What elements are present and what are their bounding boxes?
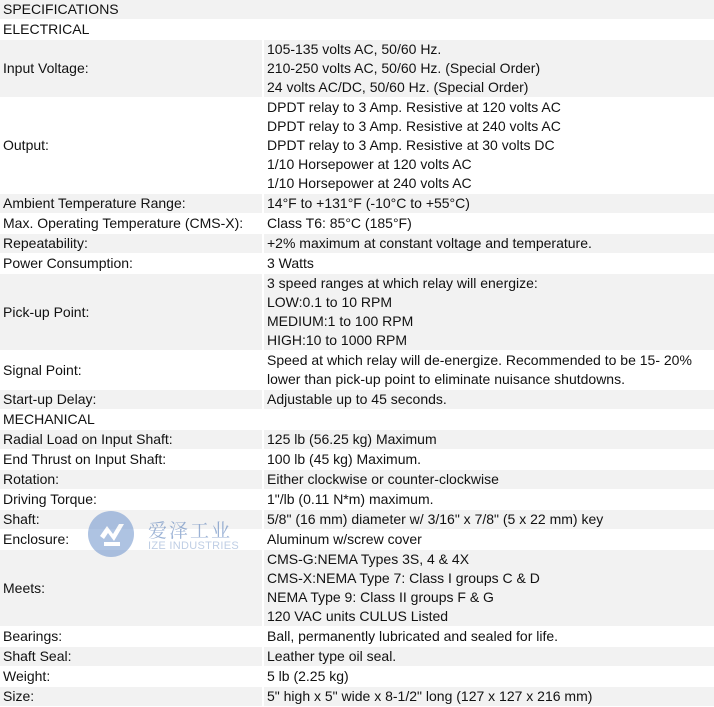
spec-label: Output:: [0, 98, 263, 194]
spec-value-line: DPDT relay to 3 Amp. Resistive at 240 volts AC: [267, 118, 561, 134]
spec-label: Radial Load on Input Shaft:: [0, 430, 263, 450]
spec-value: [263, 274, 714, 351]
table-title-row: [0, 0, 714, 20]
table-title: SPECIFICATIONS: [0, 0, 714, 20]
spec-value: [263, 410, 714, 430]
table-row: [0, 254, 714, 274]
table-row: [0, 40, 714, 98]
spec-value-line: 3 speed ranges at which relay will energize:: [267, 275, 538, 291]
spec-label: Max. Operating Temperature (CMS-X):: [0, 214, 263, 234]
spec-value-line: 3 Watts: [267, 255, 314, 271]
table-row: [0, 667, 714, 687]
spec-value-line: MEDIUM:1 to 100 RPM: [267, 313, 414, 329]
spec-value-line: 120 VAC units CULUS Listed: [267, 608, 449, 624]
spec-value-line: Class T6: 85°C (185°F): [267, 215, 412, 231]
spec-value-line: 24 volts AC/DC, 50/60 Hz. (Special Order): [267, 79, 529, 95]
spec-value-line: 5/8" (16 mm) diameter w/ 3/16" x 7/8" (5 x 22 mm) key: [267, 511, 604, 527]
spec-value-line: 14°F to +131°F (-10°C to +55°C): [267, 195, 470, 211]
spec-value-line: HIGH:10 to 1000 RPM: [267, 332, 408, 348]
spec-value-line: 105-135 volts AC, 50/60 Hz.: [267, 41, 442, 57]
spec-value-line: Adjustable up to 45 seconds.: [267, 391, 447, 407]
watermark-brand-en: IZE INDUSTRIES: [148, 540, 239, 552]
table-row: [0, 687, 714, 707]
spec-value: [263, 667, 714, 687]
spec-value-line: NEMA Type 9: Class II groups F & G: [267, 589, 494, 605]
spec-value: [263, 687, 714, 707]
spec-value: [263, 194, 714, 214]
spec-value-line: Speed at which relay will de-energize. Recommended to be 15- 20%: [267, 352, 692, 368]
spec-value: [263, 98, 714, 194]
section-title: MECHANICAL: [0, 410, 263, 430]
spec-value-line: lower than pick-up point to eliminate nuisance shutdowns.: [267, 371, 625, 387]
spec-value: [263, 450, 714, 470]
spec-value: [263, 214, 714, 234]
spec-label: Meets:: [0, 550, 263, 627]
spec-value-line: 1"/lb (0.11 N*m) maximum.: [267, 491, 434, 507]
spec-rows: [0, 20, 714, 707]
spec-value: [263, 510, 714, 530]
spec-value: [263, 647, 714, 667]
spec-value-line: Ball, permanently lubricated and sealed for life.: [267, 628, 559, 644]
section-header-row: [0, 410, 714, 430]
spec-label: Shaft:: [0, 510, 263, 530]
spec-value: [263, 40, 714, 98]
spec-value-line: 1/10 Horsepower at 120 volts AC: [267, 156, 472, 172]
spec-label: Size:: [0, 687, 263, 707]
table-row: [0, 274, 714, 351]
spec-label: Driving Torque:: [0, 490, 263, 510]
table-row: [0, 430, 714, 450]
spec-value-line: Aluminum w/screw cover: [267, 531, 422, 547]
spec-value-line: +2% maximum at constant voltage and temperature.: [267, 235, 592, 251]
spec-value: [263, 254, 714, 274]
spec-label: Weight:: [0, 667, 263, 687]
spec-value-line: CMS-G:NEMA Types 3S, 4 & 4X: [267, 551, 470, 567]
spec-value-line: 5" high x 5" wide x 8-1/2" long (127 x 127 x 216 mm): [267, 688, 593, 704]
watermark-brand-cn: 爱泽工业: [148, 520, 233, 542]
empty-value: [267, 410, 714, 429]
spec-value: [263, 430, 714, 450]
spec-value: [263, 351, 714, 390]
table-row: [0, 550, 714, 627]
spec-value: [263, 490, 714, 510]
spec-label: Ambient Temperature Range:: [0, 194, 263, 214]
table-row: [0, 510, 714, 530]
spec-value-line: 1/10 Horsepower at 240 volts AC: [267, 175, 472, 191]
section-title: ELECTRICAL: [0, 20, 263, 40]
spec-label: End Thrust on Input Shaft:: [0, 450, 263, 470]
spec-value: [263, 20, 714, 40]
spec-value: [263, 234, 714, 254]
table-row: [0, 490, 714, 510]
table-row: [0, 627, 714, 647]
spec-value: [263, 390, 714, 410]
spec-value-line: 210-250 volts AC, 50/60 Hz. (Special Order): [267, 60, 541, 76]
spec-value-line: DPDT relay to 3 Amp. Resistive at 30 volts DC: [267, 137, 555, 153]
table-row: [0, 98, 714, 194]
spec-label: Enclosure:: [0, 530, 263, 550]
spec-label: Input Voltage:: [0, 40, 263, 98]
spec-value: [263, 530, 714, 550]
spec-label: Bearings:: [0, 627, 263, 647]
spec-value-line: Either clockwise or counter-clockwise: [267, 471, 499, 487]
spec-value-line: LOW:0.1 to 10 RPM: [267, 294, 393, 310]
spec-value-line: 125 lb (56.25 kg) Maximum: [267, 431, 437, 447]
spec-label: Repeatability:: [0, 234, 263, 254]
spec-label: Start-up Delay:: [0, 390, 263, 410]
table-row: [0, 234, 714, 254]
spec-label: Shaft Seal:: [0, 647, 263, 667]
spec-value-line: DPDT relay to 3 Amp. Resistive at 120 volts AC: [267, 99, 561, 115]
spec-value-line: 100 lb (45 kg) Maximum.: [267, 451, 422, 467]
section-header-row: [0, 20, 714, 40]
table-row: [0, 390, 714, 410]
spec-label: Power Consumption:: [0, 254, 263, 274]
spec-label: Rotation:: [0, 470, 263, 490]
spec-value: [263, 470, 714, 490]
table-row: [0, 470, 714, 490]
table-row: [0, 194, 714, 214]
spec-value-line: CMS-X:NEMA Type 7: Class I groups C & D: [267, 570, 540, 586]
spec-value: [263, 550, 714, 627]
table-row: [0, 530, 714, 550]
table-row: [0, 214, 714, 234]
spec-value-line: 5 lb (2.25 kg): [267, 668, 349, 684]
table-row: [0, 450, 714, 470]
spec-label: Signal Point:: [0, 351, 263, 390]
empty-value: [267, 20, 714, 39]
spec-label: Pick-up Point:: [0, 274, 263, 351]
spec-value: [263, 627, 714, 647]
table-row: [0, 351, 714, 390]
spec-value-line: Leather type oil seal.: [267, 648, 397, 664]
table-row: [0, 647, 714, 667]
